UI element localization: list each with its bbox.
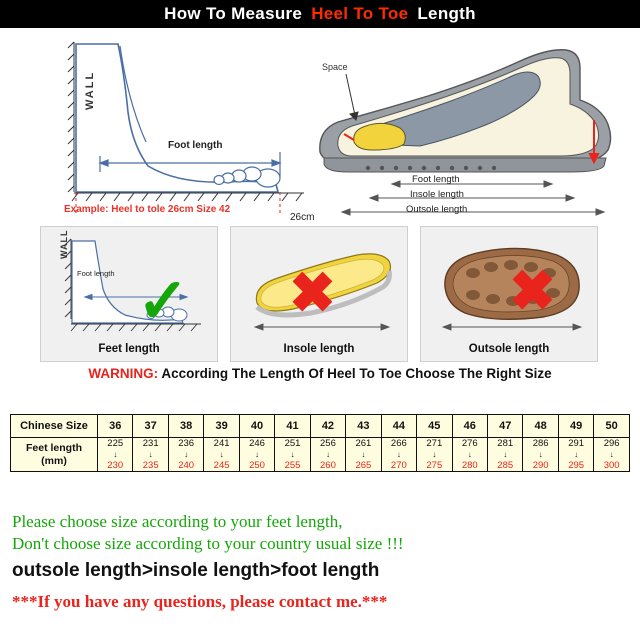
cross-mark-icon-outsole: ✖ — [509, 259, 556, 322]
range-from: 281 — [497, 438, 514, 449]
range-from: 286 — [532, 438, 549, 449]
range-from: 225 — [107, 438, 124, 449]
footer-line-2: Don't choose size according to your country usual size !!! — [12, 534, 404, 553]
arrow-down-icon: ↓ — [184, 450, 189, 459]
table-header-feet-length — [11, 438, 98, 472]
range-from: 246 — [249, 438, 265, 449]
range-from: 236 — [178, 438, 195, 449]
table-row-feet-length — [11, 438, 630, 472]
range-from: 241 — [213, 438, 230, 449]
table-cell-size: 40 — [239, 415, 274, 438]
range-to: 260 — [320, 460, 336, 471]
table-cell-feet-length — [452, 438, 487, 472]
example-box-outsole-length — [420, 226, 598, 362]
shoe-cross-section-diagram — [308, 34, 628, 224]
foot-length-label-right: Foot length — [412, 174, 460, 185]
range-from: 271 — [426, 438, 443, 449]
range-to: 255 — [284, 460, 301, 471]
header-bar — [0, 0, 640, 28]
range-to: 295 — [568, 460, 585, 471]
table-cell-size: 48 — [523, 415, 558, 438]
table-cell-feet-length — [594, 438, 630, 472]
range-to: 290 — [532, 460, 549, 471]
table-cell-size: 43 — [346, 415, 381, 438]
arrow-down-icon: ↓ — [503, 450, 508, 459]
table-cell-size: 45 — [417, 415, 452, 438]
table-cell-feet-length — [204, 438, 239, 472]
foot-wall-svg — [28, 32, 318, 222]
example-caption-2: Insole length — [283, 343, 355, 355]
size-table — [10, 414, 630, 472]
range-to: 245 — [213, 460, 230, 471]
range-to: 285 — [497, 460, 514, 471]
header-title — [162, 4, 478, 24]
range-from: 251 — [284, 438, 301, 449]
feet-length-header-line2: (mm) — [41, 454, 67, 467]
example-caption-1: Feet length — [98, 343, 160, 355]
warning-text: According The Length Of Heel To Toe Choose The Right Size — [161, 366, 552, 381]
shoe-cross-section-svg — [308, 34, 628, 224]
arrow-down-icon: ↓ — [361, 450, 366, 459]
arrow-down-icon: ↓ — [574, 450, 579, 459]
table-cell-size: 38 — [168, 415, 203, 438]
table-cell-size: 37 — [133, 415, 168, 438]
arrow-down-icon: ↓ — [325, 450, 330, 459]
cm-label-left: 26cm — [290, 212, 315, 223]
insole-length-label-right: Insole length — [410, 189, 464, 200]
size-table-wrap — [10, 414, 630, 472]
table-cell-feet-length — [275, 438, 310, 472]
table-cell-feet-length — [98, 438, 133, 472]
wall-label-box1: WALL — [59, 229, 69, 259]
space-label: Space — [322, 62, 348, 72]
table-cell-size: 36 — [98, 415, 133, 438]
range-from: 266 — [390, 438, 407, 449]
range-to: 300 — [603, 460, 620, 471]
table-cell-size: 47 — [487, 415, 522, 438]
warning-word: WARNING: — [88, 366, 159, 381]
cross-mark-icon-insole: ✖ — [289, 261, 336, 324]
table-cell-size: 46 — [452, 415, 487, 438]
table-cell-feet-length — [310, 438, 345, 472]
footer-line-1: Please choose size according to your feet length, — [12, 512, 343, 531]
arrow-down-icon: ↓ — [148, 450, 153, 459]
range-from: 261 — [355, 438, 372, 449]
arrow-down-icon: ↓ — [255, 450, 260, 459]
range-to: 280 — [461, 460, 478, 471]
range-from: 291 — [568, 438, 585, 449]
table-cell-feet-length — [558, 438, 593, 472]
example-caption-3: Outsole length — [468, 343, 550, 355]
arrow-down-icon: ↓ — [432, 450, 437, 459]
table-cell-feet-length — [381, 438, 416, 472]
warning-line — [0, 366, 640, 381]
range-to: 275 — [426, 460, 443, 471]
table-cell-feet-length — [133, 438, 168, 472]
table-cell-size: 44 — [381, 415, 416, 438]
range-from: 296 — [603, 438, 620, 449]
table-cell-feet-length — [523, 438, 558, 472]
table-row-chinese-size — [11, 415, 630, 438]
table-cell-feet-length — [239, 438, 274, 472]
table-cell-feet-length — [417, 438, 452, 472]
example-box-feet-length — [40, 226, 218, 362]
foot-length-label-left: Foot length — [168, 140, 223, 151]
top-illustration-band — [0, 28, 640, 223]
range-from: 276 — [461, 438, 478, 449]
table-cell-size: 39 — [204, 415, 239, 438]
comparison-boxes — [40, 226, 598, 362]
table-cell-feet-length — [346, 438, 381, 472]
range-from: 256 — [320, 438, 336, 449]
footer-line-3: outsole length>insole length>foot length — [12, 560, 380, 581]
range-to: 230 — [107, 460, 124, 471]
range-to: 250 — [249, 460, 265, 471]
range-to: 235 — [142, 460, 159, 471]
header-title-part1: How To Measure — [164, 4, 303, 23]
range-from: 231 — [142, 438, 159, 449]
header-title-part2: Length — [417, 4, 476, 23]
arrow-down-icon: ↓ — [609, 450, 614, 459]
range-to: 270 — [390, 460, 407, 471]
table-header-chinese-size: Chinese Size — [11, 415, 98, 438]
footer-line-4: ***If you have any questions, please contact me.*** — [12, 592, 388, 611]
check-mark-icon: ✓ — [137, 267, 189, 336]
table-cell-size: 50 — [594, 415, 630, 438]
range-to: 265 — [355, 460, 372, 471]
arrow-down-icon: ↓ — [396, 450, 401, 459]
outsole-length-label-right: Outsole length — [406, 204, 468, 215]
arrow-down-icon: ↓ — [467, 450, 472, 459]
table-cell-size: 41 — [275, 415, 310, 438]
arrow-down-icon: ↓ — [113, 450, 118, 459]
arrow-down-icon: ↓ — [538, 450, 543, 459]
foot-wall-diagram — [28, 32, 318, 222]
arrow-down-icon: ↓ — [290, 450, 295, 459]
table-cell-feet-length — [168, 438, 203, 472]
wall-label-left: WALL — [84, 70, 96, 110]
arrow-down-icon: ↓ — [219, 450, 224, 459]
header-title-highlight: Heel To Toe — [311, 4, 409, 23]
example-text: Example: Heel to tole 26cm Size 42 — [64, 204, 231, 215]
table-cell-size: 42 — [310, 415, 345, 438]
example-box-insole-length — [230, 226, 408, 362]
table-cell-size: 49 — [558, 415, 593, 438]
range-to: 240 — [178, 460, 195, 471]
foot-length-label-box1: Foot length — [77, 269, 115, 278]
table-cell-feet-length — [487, 438, 522, 472]
feet-length-header-line1: Feet length — [25, 441, 82, 454]
